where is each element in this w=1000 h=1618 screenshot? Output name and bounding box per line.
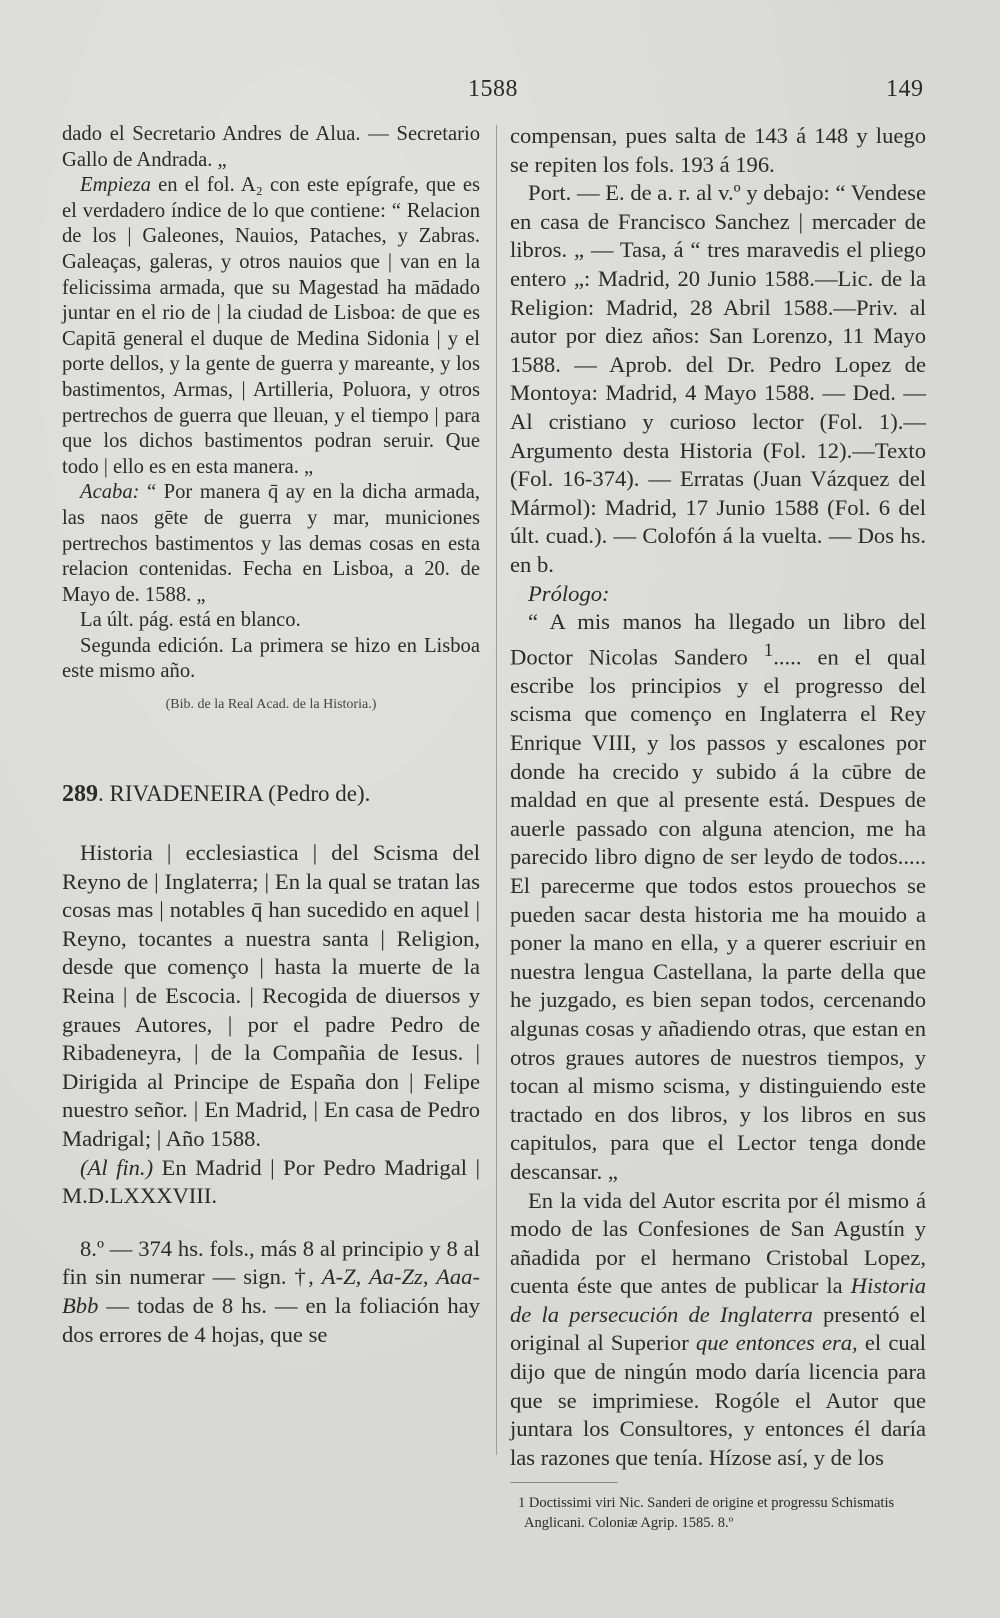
explicit-label: Acaba: [80,481,140,504]
incipit-paragraph [62,173,480,480]
author-life-c: el cual dijo que de ningún modo daría licencia para que se imprimiese. Rogóle el Autor que juntara los Consultores, y entonces él daría las razones que tenía. Hízose así, y de los [510,1330,927,1470]
colophon-label: (Al fin.) [80,1154,154,1180]
description-part-a: 8.º — 374 hs. fols., más 8 al principio y 8 al fin sin numerar — sign. †, [62,1235,480,1290]
footnote-rule [510,1482,618,1483]
incipit-text: en el fol. A₂ con este epígrafe, que es el verdadero índice de lo que contiene: “ Relacion de los | Galeones, Nauios, Pataches, y Zabras. Galeaças, galeras, y otros nauios que | van en la felicissima armada, que su Magestad ha mādado juntar en el rio de | la ciudad de Lisboa: de que es Capitā general el duque de Medina Sidonia | y el porte dellos, y la gente de guerra y mareante, y los bastimentos, Armas, | Artilleria, Poluora, y otros pertrechos de guerra que lleuan, y el tiempo | para que los dichos bastimentos podran seruir. Que todo | ello es en esta manera. „ [62,174,480,478]
left-column [62,122,480,1349]
explicit-text: “ Por manera q̄ ay en la dicha armada, las naos gēte de guerra y mar, municiones pertrechos bastimentos y las demas cosas en esta relacion contenidas. Fecha en Lisboa, a 20. de Mayo de. 1588. „ [62,481,480,606]
incipit-label: Empieza [80,174,151,197]
running-header-year: 1588 [468,76,518,102]
continued-description: compensan, pues salta de 143 á 148 y luego se repiten los fols. 193 á 196. [510,123,926,177]
prologue-text-a: “ A mis manos ha llegado un libro del Doctor Nicolas Sandero [510,609,926,670]
prologue-label-line [510,580,926,609]
cited-work-title: Historia de la persecución de Inglaterra [510,1273,926,1327]
right-column [510,122,926,1533]
column-divider [496,125,497,1455]
footnote: 1 Doctissimi viri Nic. Sanderi de origine et progressu Schismatis Anglicani. Coloniæ Agrip. 1585. 8.º [518,1495,895,1532]
note-last-page: La últ. pág. está en blanco. [80,609,301,632]
continued-paragraph: dado el Secretario Andres de Alua. — Secretario Gallo de Andrada. „ [62,123,480,171]
description-part-b: — todas de 8 hs. — en la foliación hay dos errores de 4 hojas, que se [62,1292,480,1347]
footnote-reference: 1 [763,639,774,661]
italic-phrase: que entonces era, [695,1330,858,1356]
author-life-paragraph [510,1187,926,1473]
spacer [62,1211,480,1235]
prologue-quote [510,608,926,1186]
entry-author: . RIVADENEIRA (Pedro de). [98,781,371,807]
author-life-b: presentó el original al Superior [510,1301,926,1356]
explicit-paragraph [62,480,480,608]
page-number: 149 [886,76,924,102]
prologue-label: Prólogo: [528,580,610,606]
entry-heading [62,779,480,809]
physical-description [62,1235,480,1349]
author-life-a: En la vida del Autor escrita por él mismo á modo de las Confesiones de San Agustín y añadida por el hermano Cristobal Lopez, cuenta éste que antes de publicar la [510,1187,926,1299]
colophon-text: En Madrid | Por Pedro Madrigal | M.D.LXXXVIII. [62,1154,480,1209]
prologue-text-b: ..... en el qual escribe los principios y el progresso del scisma que començo en Inglaterra el Rey Enrique VIII, y los passos y escalones por donde ha crecido y subido á la cūbre de maldad en que al presente está. Despues de auerle passado con alguna atencion, me ha parecido libro digno de ser leydo de todos..... El parecerme que todos estos prouechos se pueden sacar desta historia me ha mouido a poner la mano en ella, y a querer escriuir en nuestra lengua Castellana, la parte della que he juzgado, es bien sepan todos, cercenando algunas cosas y añadiendo otras, que estan en otros graues autores de nuestros tiempos, y tocan al mismo scisma, y distinguiendo este tractado en dos libros, y los libros en sus capitulos, para que el Lector tenga donde descansar. „ [510,644,926,1184]
entry-colophon [62,1154,480,1211]
source-citation: (Bib. de la Real Acad. de la Historia.) [165,697,377,713]
note-edition: Segunda edición. La primera se hizo en Lisboa este mismo año. [62,634,480,683]
preliminaries-paragraph: Port. — E. de a. r. al v.º y debajo: “ Vendese en casa de Francisco Sanchez | mercader de libros. „ — Tasa, á “ tres maravedis el pliego entero „: Madrid, 20 Junio 1588.—Lic. de la Religion: Madrid, 28 Abril 1588.—Priv. al autor por diez años: San Lorenzo, 11 Mayo 1588. — Aprob. del Dr. Pedro Lopez de Montoya: Madrid, 4 Mayo 1588. — Ded. — Al cristiano y curioso lector (Fol. 1).—Argumento desta Historia (Fol. 12).—Texto (Fol. 16-374). — Erratas (Juan Vázquez del Mármol): Madrid, 17 Junio 1588 (Fol. 6 del últ. cuad.). — Colofón á la vuelta. — Dos hs. en b. [510,180,926,577]
entry-number: 289 [62,781,98,808]
entry-title: Historia | ecclesiastica | del Scisma del Reyno de | Inglaterra; | En la qual se tratan las cosas mas | notables q̄ han sucedido en aquel | Reyno, tocantes a nuestra santa | Religion, desde que començo | hasta la muerte de la Reina | de Escocia. | Recogida de diuersos y graues Autores, | por el padre Pedro de Ribadeneyra, | de la Compañia de Iesus. | Dirigida al Principe de España don | Felipe nuestro señor. | En Madrid, | En casa de Pedro Madrigal; | Año 1588. [62,840,480,1151]
signatures: A-Z, Aa-Zz, Aaa-Bbb [62,1264,480,1318]
